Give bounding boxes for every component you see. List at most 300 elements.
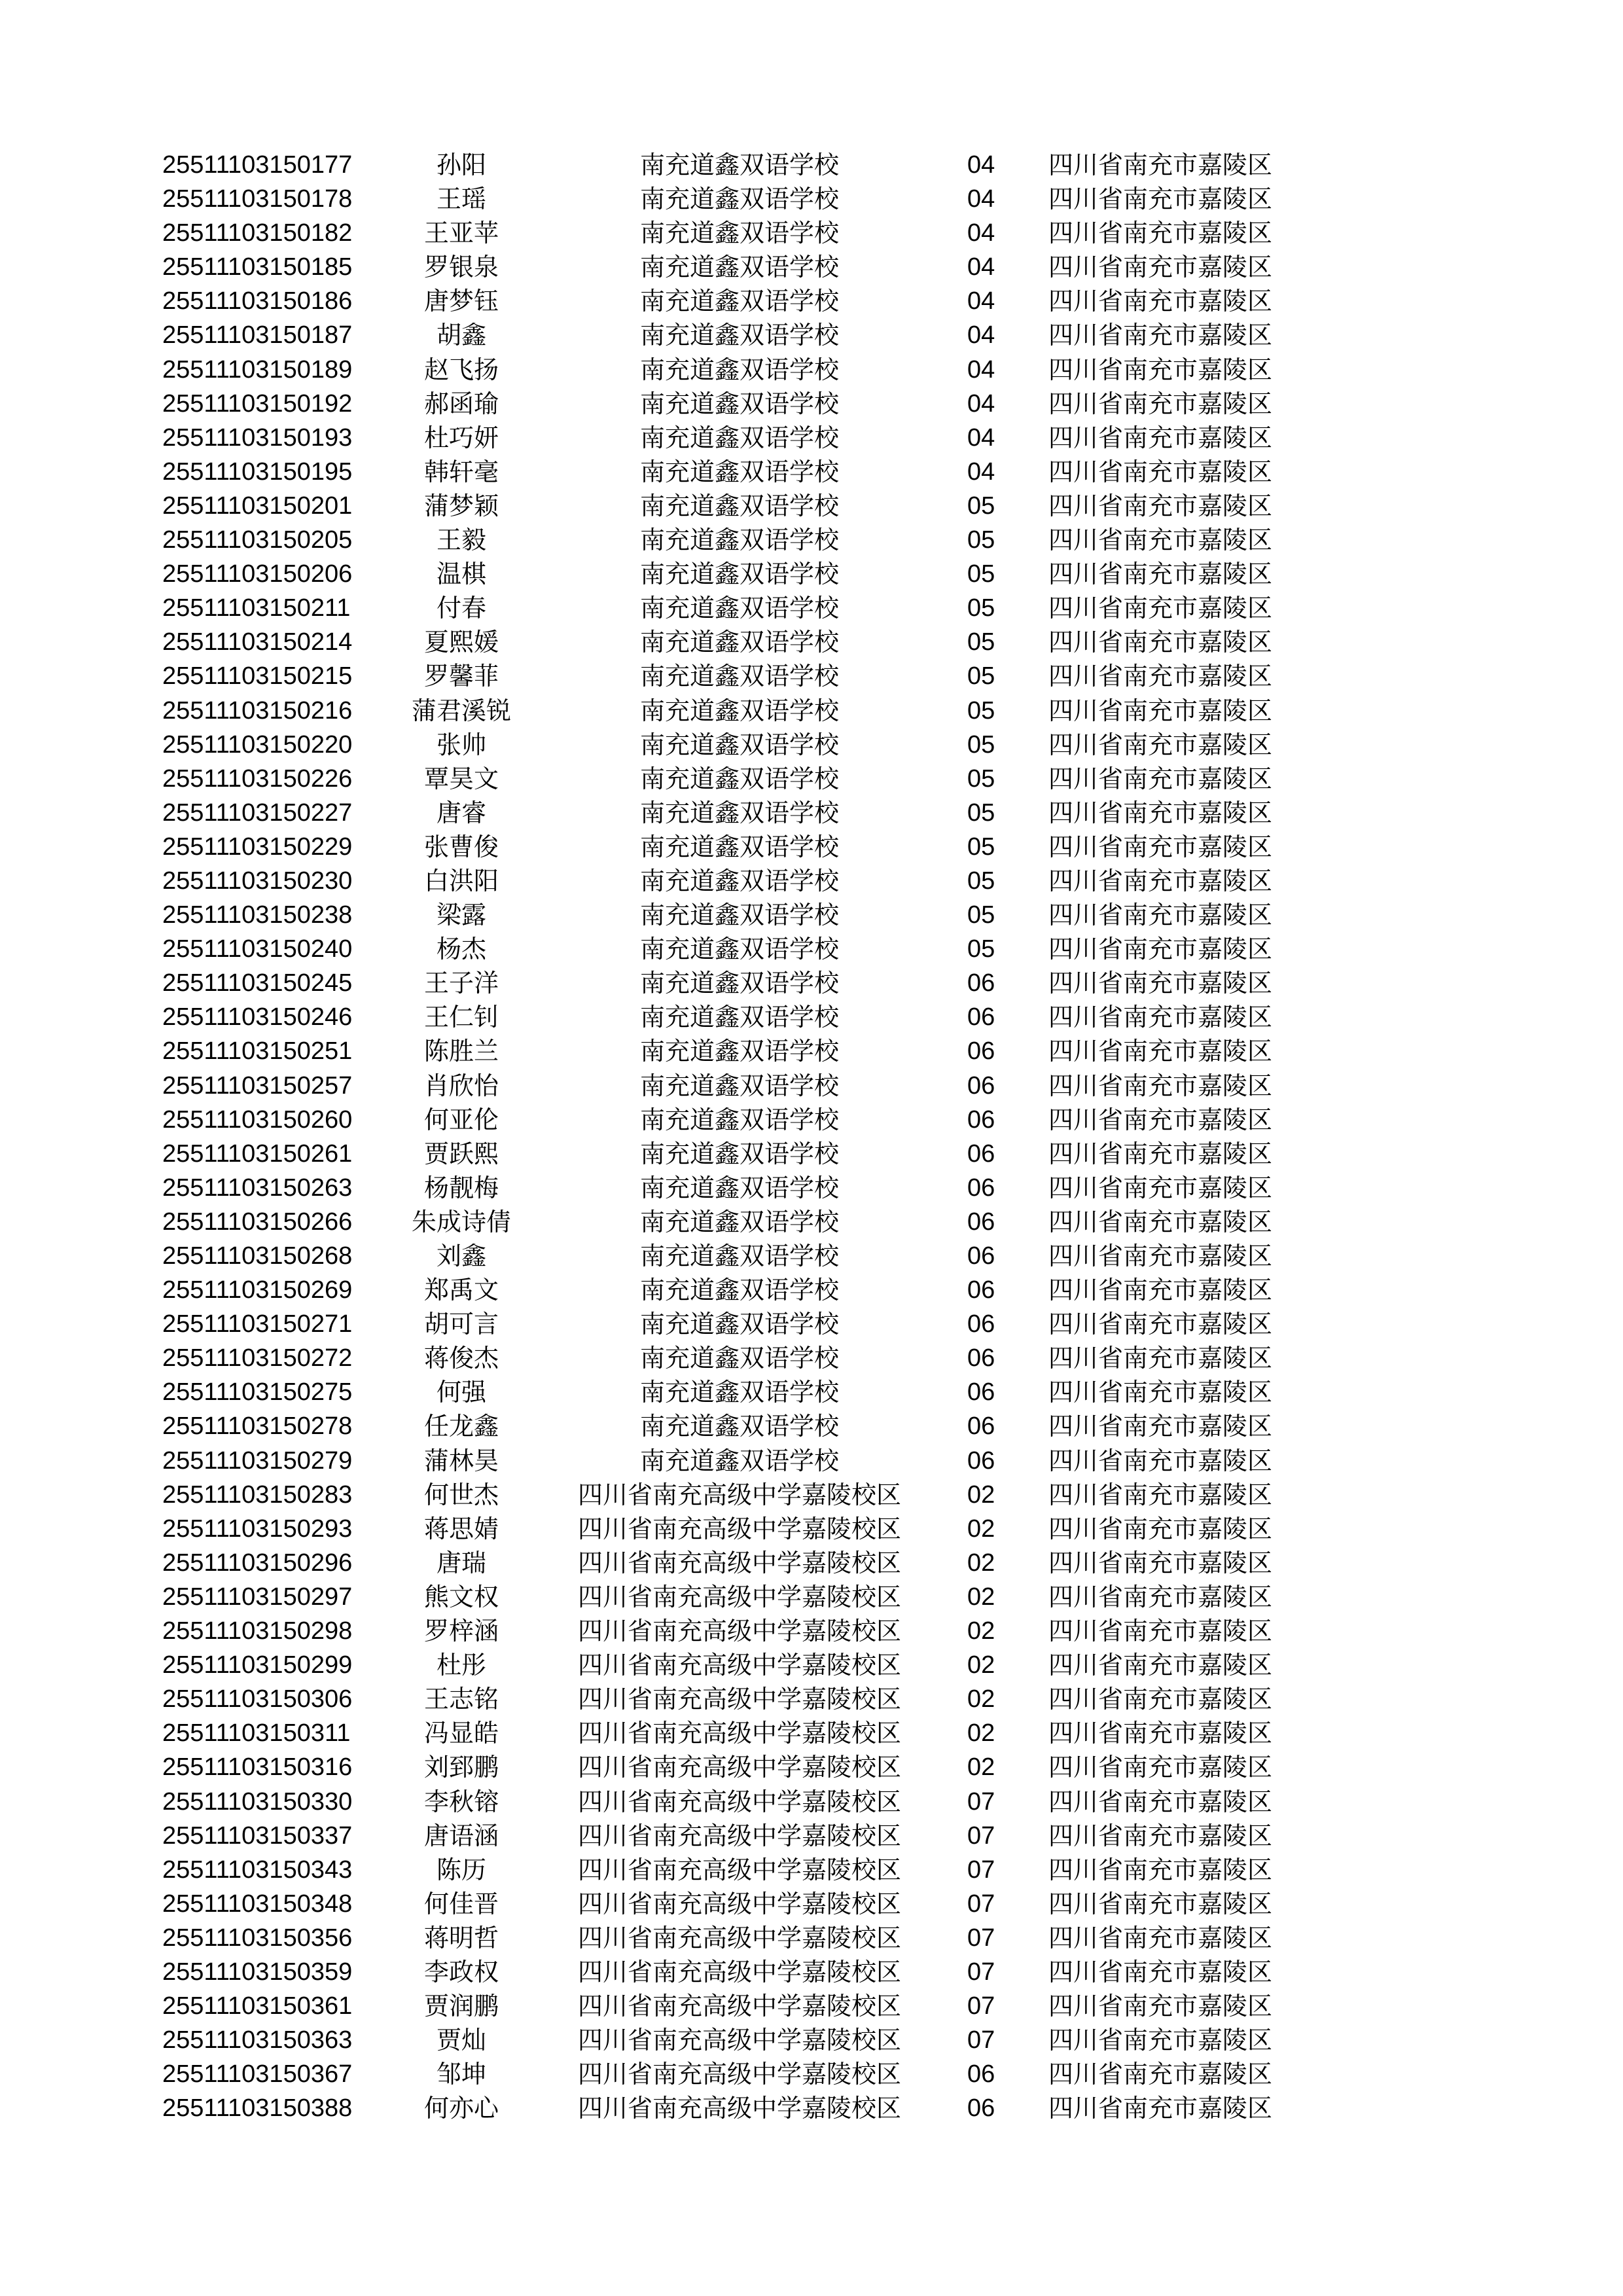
school-name-cell: 南充道鑫双语学校	[639, 798, 839, 827]
table-row	[0, 659, 1623, 693]
student-id-cell: 25511103150261	[162, 1139, 353, 1168]
table-row	[0, 2057, 1623, 2091]
region-cell: 四川省南充市嘉陵区	[1048, 457, 1273, 486]
region-cell: 四川省南充市嘉陵区	[1048, 1071, 1273, 1100]
student-id-cell: 25511103150229	[162, 833, 353, 861]
school-name-cell: 南充道鑫双语学校	[639, 730, 839, 759]
class-number-cell: 07	[967, 1992, 995, 2020]
student-id-cell: 25511103150201	[162, 492, 353, 520]
school-name-cell: 南充道鑫双语学校	[639, 969, 839, 998]
school-name-cell: 南充道鑫双语学校	[639, 287, 839, 316]
region-cell: 四川省南充市嘉陵区	[1048, 389, 1273, 418]
student-id-cell: 25511103150205	[162, 526, 353, 554]
table-row	[0, 762, 1623, 796]
student-name-cell: 朱成诗倩	[411, 1207, 511, 1236]
class-number-cell: 05	[967, 526, 995, 554]
table-row	[0, 1273, 1623, 1307]
school-name-cell: 南充道鑫双语学校	[639, 1446, 839, 1475]
student-id-cell: 25511103150279	[162, 1446, 353, 1475]
student-id-cell: 25511103150230	[162, 867, 353, 895]
class-number-cell: 04	[967, 185, 995, 213]
table-row	[0, 455, 1623, 489]
class-number-cell: 02	[967, 1685, 995, 1713]
region-cell: 四川省南充市嘉陵区	[1048, 1105, 1273, 1134]
table-row	[0, 353, 1623, 387]
region-cell: 四川省南充市嘉陵区	[1048, 1992, 1273, 2021]
class-number-cell: 02	[967, 1583, 995, 1611]
table-row	[0, 1887, 1623, 1921]
student-name-cell: 郑禹文	[423, 1276, 499, 1305]
student-name-cell: 蒲君溪锐	[411, 696, 511, 725]
table-row	[0, 1648, 1623, 1682]
student-id-cell: 25511103150299	[162, 1651, 353, 1679]
student-id-cell: 25511103150343	[162, 1856, 353, 1884]
region-cell: 四川省南充市嘉陵区	[1048, 662, 1273, 691]
school-name-cell: 南充道鑫双语学校	[639, 1378, 839, 1407]
student-id-cell: 25511103150195	[162, 457, 353, 486]
student-name-cell: 何佳晋	[423, 1889, 499, 1918]
region-cell: 四川省南充市嘉陵区	[1048, 151, 1273, 179]
school-name-cell: 四川省南充高级中学嘉陵校区	[577, 1651, 901, 1680]
student-id-cell: 25511103150337	[162, 1821, 353, 1850]
region-cell: 四川省南充市嘉陵区	[1048, 1207, 1273, 1236]
table-row	[0, 864, 1623, 898]
class-number-cell: 02	[967, 1617, 995, 1645]
region-cell: 四川省南充市嘉陵区	[1048, 628, 1273, 657]
table-row	[0, 1137, 1623, 1171]
student-name-cell: 胡可言	[423, 1310, 499, 1339]
school-name-cell: 四川省南充高级中学嘉陵校区	[577, 1923, 901, 1952]
region-cell: 四川省南充市嘉陵区	[1048, 2060, 1273, 2089]
student-id-cell: 25511103150296	[162, 1549, 353, 1577]
school-name-cell: 南充道鑫双语学校	[639, 1207, 839, 1236]
class-number-cell: 05	[967, 833, 995, 861]
student-name-cell: 李秋镕	[423, 1787, 499, 1816]
region-cell: 四川省南充市嘉陵区	[1048, 832, 1273, 861]
school-name-cell: 南充道鑫双语学校	[639, 219, 839, 248]
student-id-cell: 25511103150263	[162, 1174, 353, 1202]
student-name-cell: 王瑶	[436, 185, 486, 214]
class-number-cell: 04	[967, 423, 995, 452]
class-number-cell: 04	[967, 355, 995, 384]
class-number-cell: 07	[967, 2026, 995, 2054]
student-name-cell: 孙阳	[436, 151, 486, 179]
school-name-cell: 四川省南充高级中学嘉陵校区	[577, 2094, 901, 2123]
region-cell: 四川省南充市嘉陵区	[1048, 321, 1273, 350]
region-cell: 四川省南充市嘉陵区	[1048, 526, 1273, 555]
student-id-cell: 25511103150293	[162, 1515, 353, 1543]
school-name-cell: 南充道鑫双语学校	[639, 866, 839, 895]
table-row	[0, 728, 1623, 762]
student-id-cell: 25511103150215	[162, 662, 353, 691]
region-cell: 四川省南充市嘉陵区	[1048, 1617, 1273, 1646]
student-id-cell: 25511103150306	[162, 1685, 353, 1713]
table-row	[0, 1750, 1623, 1784]
student-name-cell: 蒋俊杰	[423, 1344, 499, 1373]
class-number-cell: 05	[967, 594, 995, 622]
student-id-cell: 25511103150356	[162, 1924, 353, 1952]
school-name-cell: 南充道鑫双语学校	[639, 662, 839, 691]
class-number-cell: 06	[967, 1003, 995, 1031]
school-name-cell: 四川省南充高级中学嘉陵校区	[577, 1957, 901, 1986]
region-cell: 四川省南充市嘉陵区	[1048, 1242, 1273, 1270]
student-name-cell: 何世杰	[423, 1480, 499, 1509]
student-id-cell: 25511103150187	[162, 321, 353, 350]
table-row	[0, 1409, 1623, 1443]
student-id-cell: 25511103150361	[162, 1992, 353, 2020]
class-number-cell: 04	[967, 287, 995, 315]
student-id-cell: 25511103150251	[162, 1037, 353, 1066]
table-row	[0, 1682, 1623, 1716]
student-name-cell: 王亚苹	[423, 219, 499, 248]
school-name-cell: 四川省南充高级中学嘉陵校区	[577, 1719, 901, 1748]
region-cell: 四川省南充市嘉陵区	[1048, 253, 1273, 282]
school-name-cell: 南充道鑫双语学校	[639, 185, 839, 214]
student-name-cell: 杜巧妍	[423, 423, 499, 452]
student-name-cell: 张帅	[436, 730, 486, 759]
school-name-cell: 南充道鑫双语学校	[639, 1003, 839, 1032]
student-id-cell: 25511103150206	[162, 560, 353, 588]
class-number-cell: 05	[967, 628, 995, 656]
student-name-cell: 邹坤	[436, 2060, 486, 2089]
school-name-cell: 南充道鑫双语学校	[639, 1139, 839, 1168]
region-cell: 四川省南充市嘉陵区	[1048, 355, 1273, 384]
student-list	[0, 148, 1623, 2125]
student-id-cell: 25511103150283	[162, 1480, 353, 1509]
region-cell: 四川省南充市嘉陵区	[1048, 1480, 1273, 1509]
student-name-cell: 杨靓梅	[423, 1173, 499, 1202]
class-number-cell: 07	[967, 1787, 995, 1816]
student-id-cell: 25511103150268	[162, 1242, 353, 1270]
table-row	[0, 1989, 1623, 2023]
region-cell: 四川省南充市嘉陵区	[1048, 1582, 1273, 1611]
student-name-cell: 何亦心	[423, 2094, 499, 2123]
school-name-cell: 四川省南充高级中学嘉陵校区	[577, 1821, 901, 1850]
class-number-cell: 06	[967, 1037, 995, 1066]
student-id-cell: 25511103150272	[162, 1344, 353, 1372]
table-row	[0, 182, 1623, 216]
student-name-cell: 韩轩毫	[423, 457, 499, 486]
table-row	[0, 1955, 1623, 1989]
class-number-cell: 07	[967, 1924, 995, 1952]
class-number-cell: 06	[967, 1276, 995, 1304]
school-name-cell: 四川省南充高级中学嘉陵校区	[577, 1787, 901, 1816]
table-row	[0, 1069, 1623, 1103]
student-name-cell: 王仁钊	[423, 1003, 499, 1032]
school-name-cell: 南充道鑫双语学校	[639, 901, 839, 930]
region-cell: 四川省南充市嘉陵区	[1048, 1787, 1273, 1816]
table-row	[0, 1103, 1623, 1137]
region-cell: 四川省南充市嘉陵区	[1048, 1276, 1273, 1305]
student-name-cell: 贾灿	[436, 2026, 486, 2055]
table-row	[0, 1307, 1623, 1341]
student-id-cell: 25511103150348	[162, 1890, 353, 1918]
school-name-cell: 南充道鑫双语学校	[639, 321, 839, 350]
region-cell: 四川省南充市嘉陵区	[1048, 185, 1273, 214]
school-name-cell: 南充道鑫双语学校	[639, 594, 839, 623]
school-name-cell: 南充道鑫双语学校	[639, 696, 839, 725]
table-row	[0, 966, 1623, 1000]
region-cell: 四川省南充市嘉陵区	[1048, 1548, 1273, 1577]
student-name-cell: 蒲梦颖	[423, 491, 499, 520]
class-number-cell: 06	[967, 2094, 995, 2123]
class-number-cell: 06	[967, 1310, 995, 1338]
region-cell: 四川省南充市嘉陵区	[1048, 2026, 1273, 2055]
region-cell: 四川省南充市嘉陵区	[1048, 1855, 1273, 1884]
region-cell: 四川省南充市嘉陵区	[1048, 1719, 1273, 1748]
school-name-cell: 南充道鑫双语学校	[639, 560, 839, 589]
class-number-cell: 05	[967, 662, 995, 691]
class-number-cell: 04	[967, 219, 995, 247]
table-row	[0, 1785, 1623, 1819]
student-id-cell: 25511103150271	[162, 1310, 353, 1338]
region-cell: 四川省南充市嘉陵区	[1048, 1003, 1273, 1032]
region-cell: 四川省南充市嘉陵区	[1048, 1957, 1273, 1986]
student-id-cell: 25511103150298	[162, 1617, 353, 1645]
school-name-cell: 四川省南充高级中学嘉陵校区	[577, 2060, 901, 2089]
table-row	[0, 421, 1623, 455]
student-id-cell: 25511103150363	[162, 2026, 353, 2054]
school-name-cell: 南充道鑫双语学校	[639, 628, 839, 657]
region-cell: 四川省南充市嘉陵区	[1048, 1651, 1273, 1680]
school-name-cell: 南充道鑫双语学校	[639, 1173, 839, 1202]
table-row	[0, 1341, 1623, 1375]
table-row	[0, 1239, 1623, 1273]
region-cell: 四川省南充市嘉陵区	[1048, 730, 1273, 759]
table-row	[0, 1478, 1623, 1512]
school-name-cell: 南充道鑫双语学校	[639, 1310, 839, 1339]
class-number-cell: 06	[967, 1208, 995, 1236]
student-name-cell: 梁露	[436, 901, 486, 930]
class-number-cell: 07	[967, 1958, 995, 1986]
table-row	[0, 1580, 1623, 1614]
school-name-cell: 四川省南充高级中学嘉陵校区	[577, 1617, 901, 1646]
region-cell: 四川省南充市嘉陵区	[1048, 491, 1273, 520]
student-name-cell: 王子洋	[423, 969, 499, 998]
class-number-cell: 05	[967, 492, 995, 520]
student-id-cell: 25511103150178	[162, 185, 353, 213]
class-number-cell: 04	[967, 253, 995, 281]
region-cell: 四川省南充市嘉陵区	[1048, 696, 1273, 725]
class-number-cell: 07	[967, 1856, 995, 1884]
region-cell: 四川省南充市嘉陵区	[1048, 901, 1273, 930]
school-name-cell: 南充道鑫双语学校	[639, 1344, 839, 1373]
region-cell: 四川省南充市嘉陵区	[1048, 1037, 1273, 1066]
table-row	[0, 932, 1623, 966]
school-name-cell: 四川省南充高级中学嘉陵校区	[577, 1582, 901, 1611]
region-cell: 四川省南充市嘉陵区	[1048, 287, 1273, 316]
table-row	[0, 1819, 1623, 1853]
school-name-cell: 南充道鑫双语学校	[639, 1105, 839, 1134]
class-number-cell: 05	[967, 935, 995, 963]
region-cell: 四川省南充市嘉陵区	[1048, 798, 1273, 827]
student-id-cell: 25511103150220	[162, 730, 353, 759]
student-id-cell: 25511103150297	[162, 1583, 353, 1611]
student-id-cell: 25511103150388	[162, 2094, 353, 2123]
table-row	[0, 1205, 1623, 1239]
table-row	[0, 216, 1623, 250]
student-name-cell: 陈胜兰	[423, 1037, 499, 1066]
region-cell: 四川省南充市嘉陵区	[1048, 2094, 1273, 2123]
student-name-cell: 胡鑫	[436, 321, 486, 350]
student-name-cell: 杨杰	[436, 935, 486, 964]
table-row	[0, 1716, 1623, 1750]
student-name-cell: 陈历	[436, 1855, 486, 1884]
student-name-cell: 覃昊文	[423, 764, 499, 793]
school-name-cell: 南充道鑫双语学校	[639, 389, 839, 418]
class-number-cell: 02	[967, 1719, 995, 1748]
region-cell: 四川省南充市嘉陵区	[1048, 1923, 1273, 1952]
student-id-cell: 25511103150192	[162, 389, 353, 418]
student-id-cell: 25511103150238	[162, 901, 353, 929]
school-name-cell: 南充道鑫双语学校	[639, 1412, 839, 1441]
class-number-cell: 04	[967, 457, 995, 486]
school-name-cell: 南充道鑫双语学校	[639, 764, 839, 793]
region-cell: 四川省南充市嘉陵区	[1048, 1412, 1273, 1441]
student-id-cell: 25511103150182	[162, 219, 353, 247]
student-name-cell: 温棋	[436, 560, 486, 589]
student-name-cell: 罗馨菲	[423, 662, 499, 691]
student-name-cell: 何强	[436, 1378, 486, 1407]
student-name-cell: 刘鑫	[436, 1242, 486, 1270]
region-cell: 四川省南充市嘉陵区	[1048, 1446, 1273, 1475]
school-name-cell: 四川省南充高级中学嘉陵校区	[577, 1514, 901, 1543]
table-row	[0, 694, 1623, 728]
region-cell: 四川省南充市嘉陵区	[1048, 1889, 1273, 1918]
table-row	[0, 250, 1623, 284]
region-cell: 四川省南充市嘉陵区	[1048, 594, 1273, 623]
region-cell: 四川省南充市嘉陵区	[1048, 935, 1273, 964]
class-number-cell: 05	[967, 764, 995, 793]
school-name-cell: 四川省南充高级中学嘉陵校区	[577, 1753, 901, 1782]
school-name-cell: 南充道鑫双语学校	[639, 1037, 839, 1066]
class-number-cell: 06	[967, 1071, 995, 1100]
student-name-cell: 唐睿	[436, 798, 486, 827]
table-row	[0, 1853, 1623, 1887]
school-name-cell: 四川省南充高级中学嘉陵校区	[577, 1548, 901, 1577]
school-name-cell: 南充道鑫双语学校	[639, 253, 839, 282]
student-name-cell: 张曹俊	[423, 832, 499, 861]
table-row	[0, 1444, 1623, 1478]
student-id-cell: 25511103150278	[162, 1412, 353, 1441]
student-id-cell: 25511103150189	[162, 355, 353, 384]
student-name-cell: 付春	[436, 594, 486, 623]
school-name-cell: 南充道鑫双语学校	[639, 457, 839, 486]
school-name-cell: 南充道鑫双语学校	[639, 832, 839, 861]
student-name-cell: 王毅	[436, 526, 486, 555]
region-cell: 四川省南充市嘉陵区	[1048, 1753, 1273, 1782]
table-row	[0, 1171, 1623, 1205]
table-row	[0, 830, 1623, 864]
student-name-cell: 蒋思婧	[423, 1514, 499, 1543]
student-name-cell: 贾跃熙	[423, 1139, 499, 1168]
school-name-cell: 四川省南充高级中学嘉陵校区	[577, 1685, 901, 1714]
student-name-cell: 何亚伦	[423, 1105, 499, 1134]
class-number-cell: 06	[967, 1139, 995, 1168]
class-number-cell: 05	[967, 730, 995, 759]
class-number-cell: 02	[967, 1753, 995, 1782]
student-name-cell: 赵飞扬	[423, 355, 499, 384]
class-number-cell: 05	[967, 560, 995, 588]
table-row	[0, 523, 1623, 557]
school-name-cell: 南充道鑫双语学校	[639, 1071, 839, 1100]
class-number-cell: 06	[967, 1412, 995, 1441]
student-name-cell: 白洪阳	[423, 866, 499, 895]
school-name-cell: 南充道鑫双语学校	[639, 355, 839, 384]
school-name-cell: 南充道鑫双语学校	[639, 1276, 839, 1305]
class-number-cell: 06	[967, 1446, 995, 1475]
region-cell: 四川省南充市嘉陵区	[1048, 1344, 1273, 1373]
student-id-cell: 25511103150245	[162, 969, 353, 997]
student-name-cell: 冯显皓	[423, 1719, 499, 1748]
student-name-cell: 夏熙媛	[423, 628, 499, 657]
student-name-cell: 唐梦钰	[423, 287, 499, 316]
school-name-cell: 四川省南充高级中学嘉陵校区	[577, 1992, 901, 2021]
table-row	[0, 1000, 1623, 1034]
student-id-cell: 25511103150185	[162, 253, 353, 281]
region-cell: 四川省南充市嘉陵区	[1048, 560, 1273, 589]
student-name-cell: 熊文权	[423, 1582, 499, 1611]
class-number-cell: 07	[967, 1821, 995, 1850]
school-name-cell: 南充道鑫双语学校	[639, 491, 839, 520]
student-id-cell: 25511103150227	[162, 798, 353, 827]
student-name-cell: 蒲林昊	[423, 1446, 499, 1475]
student-name-cell: 王志铭	[423, 1685, 499, 1714]
class-number-cell: 06	[967, 1344, 995, 1372]
school-name-cell: 南充道鑫双语学校	[639, 151, 839, 179]
class-number-cell: 06	[967, 1378, 995, 1407]
student-id-cell: 25511103150177	[162, 151, 353, 179]
student-name-cell: 罗银泉	[423, 253, 499, 282]
student-id-cell: 25511103150269	[162, 1276, 353, 1304]
student-id-cell: 25511103150275	[162, 1378, 353, 1407]
region-cell: 四川省南充市嘉陵区	[1048, 969, 1273, 998]
school-name-cell: 南充道鑫双语学校	[639, 1242, 839, 1270]
student-id-cell: 25511103150211	[162, 594, 351, 622]
class-number-cell: 02	[967, 1651, 995, 1679]
student-id-cell: 25511103150226	[162, 764, 353, 793]
region-cell: 四川省南充市嘉陵区	[1048, 1821, 1273, 1850]
student-id-cell: 25511103150330	[162, 1787, 353, 1816]
table-row	[0, 284, 1623, 318]
region-cell: 四川省南充市嘉陵区	[1048, 219, 1273, 248]
class-number-cell: 06	[967, 1105, 995, 1134]
student-id-cell: 25511103150246	[162, 1003, 353, 1031]
table-row	[0, 2023, 1623, 2057]
school-name-cell: 南充道鑫双语学校	[639, 526, 839, 555]
table-row	[0, 591, 1623, 625]
student-name-cell: 贾润鹏	[423, 1992, 499, 2021]
region-cell: 四川省南充市嘉陵区	[1048, 1378, 1273, 1407]
class-number-cell: 02	[967, 1515, 995, 1543]
table-row	[0, 489, 1623, 523]
student-id-cell: 25511103150216	[162, 696, 353, 725]
student-name-cell: 肖欣怡	[423, 1071, 499, 1100]
school-name-cell: 南充道鑫双语学校	[639, 423, 839, 452]
class-number-cell: 07	[967, 1890, 995, 1918]
class-number-cell: 02	[967, 1480, 995, 1509]
student-name-cell: 郝函瑜	[423, 389, 499, 418]
table-row	[0, 148, 1623, 182]
student-name-cell: 刘郅鹏	[423, 1753, 499, 1782]
student-id-cell: 25511103150260	[162, 1105, 353, 1134]
class-number-cell: 05	[967, 696, 995, 725]
student-id-cell: 25511103150193	[162, 423, 353, 452]
student-name-cell: 任龙鑫	[423, 1412, 499, 1441]
table-row	[0, 1375, 1623, 1409]
student-id-cell: 25511103150367	[162, 2060, 353, 2089]
class-number-cell: 02	[967, 1549, 995, 1577]
